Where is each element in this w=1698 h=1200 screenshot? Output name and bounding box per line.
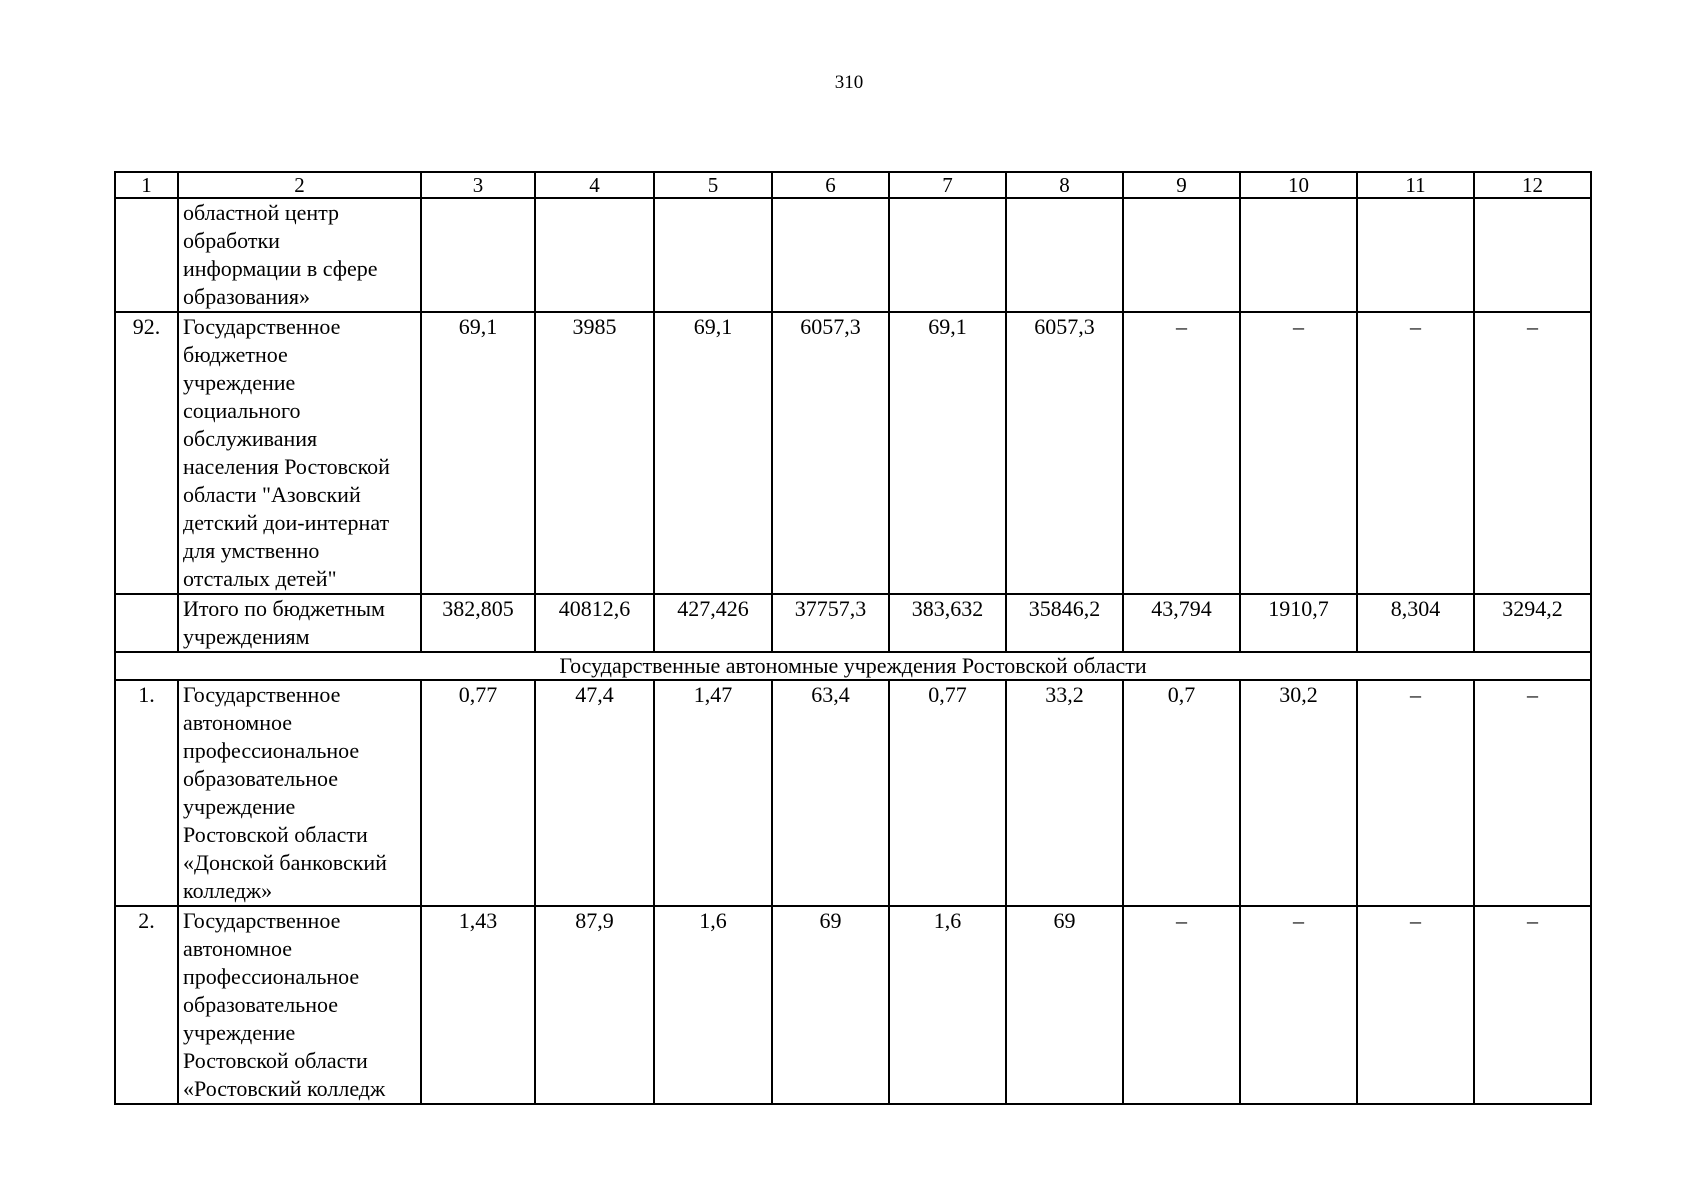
value-cell: 63,4: [772, 680, 889, 906]
name-line: «Ростовский колледж: [183, 1076, 386, 1101]
column-header: 4: [535, 172, 654, 198]
value-cell: –: [1357, 906, 1474, 1104]
name-line: Итого по бюджетным: [183, 596, 385, 621]
name-line: Ростовской области: [183, 822, 368, 847]
name-line: отсталых детей": [183, 566, 337, 591]
value-cell: 37757,3: [772, 594, 889, 652]
value-cell: –: [1474, 680, 1591, 906]
name-line: Государственное: [183, 314, 341, 339]
name-line: обработки: [183, 228, 280, 253]
column-header: 5: [654, 172, 772, 198]
row-index: 1.: [115, 680, 178, 906]
value-cell: 30,2: [1240, 680, 1357, 906]
table-row: [115, 906, 1591, 1104]
value-cell: 1,6: [654, 906, 772, 1104]
value-cell: 3985: [535, 312, 654, 594]
row-index: 2.: [115, 906, 178, 1104]
value-cell: 1,43: [421, 906, 535, 1104]
column-number-row: [115, 172, 1591, 198]
row-index: 92.: [115, 312, 178, 594]
value-cell: [1123, 198, 1240, 312]
name-line: учреждениям: [183, 624, 310, 649]
value-cell: [1240, 198, 1357, 312]
value-cell: 69: [772, 906, 889, 1104]
row-index: [115, 594, 178, 652]
name-line: образовательное: [183, 992, 339, 1017]
value-cell: 383,632: [889, 594, 1006, 652]
value-cell: 69,1: [654, 312, 772, 594]
data-table: [114, 171, 1592, 1105]
value-cell: 0,77: [421, 680, 535, 906]
value-cell: –: [1357, 680, 1474, 906]
value-cell: 43,794: [1123, 594, 1240, 652]
name-line: информации в сфере: [183, 256, 378, 281]
name-line: «Донской банковский: [183, 850, 387, 875]
name-line: Ростовской области: [183, 1048, 368, 1073]
value-cell: 1,47: [654, 680, 772, 906]
value-cell: 1,6: [889, 906, 1006, 1104]
value-cell: –: [1357, 312, 1474, 594]
name-line: колледж»: [183, 878, 273, 903]
value-cell: 40812,6: [535, 594, 654, 652]
column-header: 2: [178, 172, 421, 198]
value-cell: [772, 198, 889, 312]
value-cell: 8,304: [1357, 594, 1474, 652]
row-index: [115, 198, 178, 312]
value-cell: 69,1: [421, 312, 535, 594]
value-cell: –: [1474, 312, 1591, 594]
name-line: автономное: [183, 710, 293, 735]
value-cell: 427,426: [654, 594, 772, 652]
institution-name: [178, 594, 421, 652]
value-cell: 47,4: [535, 680, 654, 906]
column-header: 6: [772, 172, 889, 198]
value-cell: [889, 198, 1006, 312]
value-cell: 35846,2: [1006, 594, 1123, 652]
institution-name: [178, 906, 421, 1104]
name-line: обслуживания: [183, 426, 318, 451]
name-line: населения Ростовской: [183, 454, 390, 479]
value-cell: 3294,2: [1474, 594, 1591, 652]
name-line: Государственное: [183, 682, 341, 707]
page-number: 310: [834, 72, 864, 93]
name-line: детский дои-интернат: [183, 510, 390, 535]
table-row: [115, 312, 1591, 594]
value-cell: –: [1240, 906, 1357, 1104]
value-cell: –: [1123, 906, 1240, 1104]
value-cell: [1006, 198, 1123, 312]
value-cell: [1357, 198, 1474, 312]
institution-name: [178, 198, 421, 312]
value-cell: 382,805: [421, 594, 535, 652]
value-cell: [654, 198, 772, 312]
name-line: профессиональное: [183, 738, 360, 763]
value-cell: 69,1: [889, 312, 1006, 594]
column-header: 7: [889, 172, 1006, 198]
institution-name: [178, 312, 421, 594]
name-line: областной центр: [183, 200, 340, 225]
value-cell: 0,77: [889, 680, 1006, 906]
value-cell: 33,2: [1006, 680, 1123, 906]
name-line: социального: [183, 398, 301, 423]
column-header: 10: [1240, 172, 1357, 198]
section-row: [115, 652, 1591, 680]
column-header: 12: [1474, 172, 1591, 198]
value-cell: –: [1123, 312, 1240, 594]
value-cell: 0,7: [1123, 680, 1240, 906]
column-header: 8: [1006, 172, 1123, 198]
value-cell: [1474, 198, 1591, 312]
name-line: образовательное: [183, 766, 339, 791]
value-cell: 87,9: [535, 906, 654, 1104]
institution-name: [178, 680, 421, 906]
name-line: для умственно: [183, 538, 320, 563]
column-header: 3: [421, 172, 535, 198]
name-line: бюджетное: [183, 342, 288, 367]
name-line: автономное: [183, 936, 293, 961]
value-cell: 1910,7: [1240, 594, 1357, 652]
value-cell: 6057,3: [772, 312, 889, 594]
table-row: [115, 198, 1591, 312]
table-row: [115, 680, 1591, 906]
value-cell: –: [1240, 312, 1357, 594]
value-cell: –: [1474, 906, 1591, 1104]
column-header: 11: [1357, 172, 1474, 198]
column-header: 9: [1123, 172, 1240, 198]
table-row: [115, 594, 1591, 652]
name-line: учреждение: [183, 1020, 296, 1045]
name-line: образования»: [183, 284, 311, 309]
name-line: профессиональное: [183, 964, 360, 989]
name-line: Государственное: [183, 908, 341, 933]
value-cell: 69: [1006, 906, 1123, 1104]
name-line: учреждение: [183, 794, 296, 819]
section-title: Государственные автономные учреждения Ростовской области: [115, 652, 1591, 680]
value-cell: [535, 198, 654, 312]
column-header: 1: [115, 172, 178, 198]
value-cell: 6057,3: [1006, 312, 1123, 594]
name-line: области "Азовский: [183, 482, 361, 507]
value-cell: [421, 198, 535, 312]
name-line: учреждение: [183, 370, 296, 395]
